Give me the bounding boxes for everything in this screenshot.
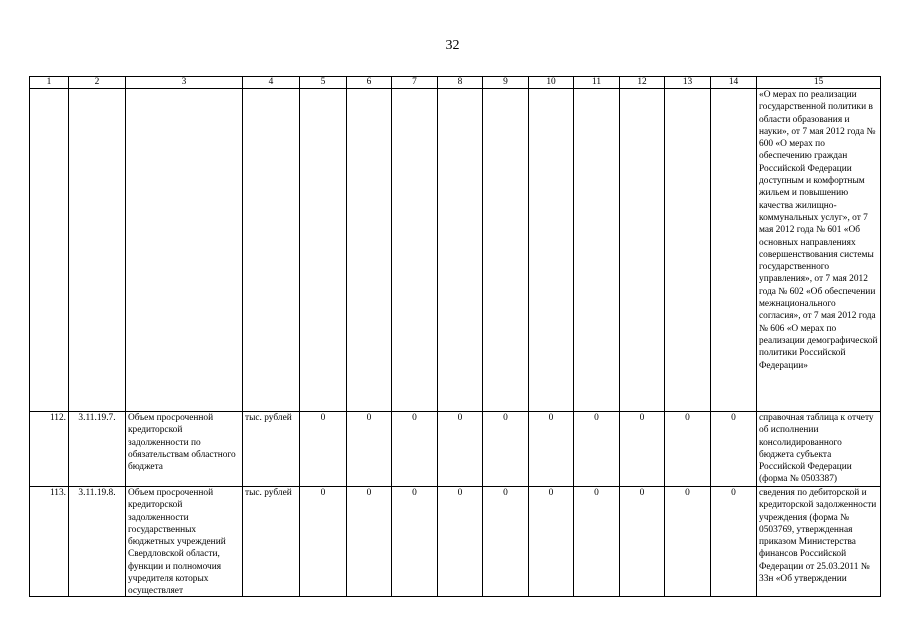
column-header: 8 xyxy=(438,77,483,89)
column-header: 12 xyxy=(620,77,665,89)
table-row xyxy=(30,412,881,487)
indicator-name: Объем просроченной кредиторской задолженности государственных бюджетных учреждений Свердловской области, функции и полномочия учредителя которых осуществляет xyxy=(128,488,226,596)
value-cell: 0 xyxy=(529,487,574,597)
indicators-table xyxy=(29,76,881,597)
value-cell: 0 xyxy=(620,412,665,487)
value-cell: 0 xyxy=(620,487,665,597)
column-header: 2 xyxy=(69,77,126,89)
column-header: 15 xyxy=(757,77,881,89)
column-header: 3 xyxy=(126,77,243,89)
value-cell: 0 xyxy=(574,412,620,487)
page-number: 32 xyxy=(445,38,460,53)
continuation-source-cell: «О мерах по реализации государственной политики в области образования и науки», от 7 мая 2012 года № 600 «О мерах по обеспечению граждан Российской Федерации доступным и комфортным жильем и повышению качества жилищно-коммунальных услуг», от 7 мая 2012 года № 601 «Об основных направлениях совершенствования системы государственного управления», от 7 мая 2012 года № 602 «Об обеспечении межнационального согласия», от 7 мая 2012 года № 606 «О мерах по реализации демографической политики Российской Федерации» xyxy=(757,89,881,412)
value-cell: 0 xyxy=(392,412,438,487)
column-header: 13 xyxy=(665,77,711,89)
continuation-row xyxy=(30,89,881,412)
source-cell: справочная таблица к отчету об исполнении консолидированного бюджета субъекта Российской Федерации (форма № 0503387) xyxy=(757,412,881,487)
unit-cell: тыс. рублей xyxy=(243,487,300,597)
value-cell: 0 xyxy=(711,412,757,487)
value-cell: 0 xyxy=(529,412,574,487)
column-header: 9 xyxy=(483,77,529,89)
column-header: 4 xyxy=(243,77,300,89)
value-cell: 0 xyxy=(347,487,392,597)
indicator-code: 3.11.19.7. xyxy=(69,412,126,487)
unit-cell: тыс. рублей xyxy=(243,412,300,487)
column-header: 11 xyxy=(574,77,620,89)
column-header: 14 xyxy=(711,77,757,89)
indicator-code: 3.11.19.8. xyxy=(69,487,126,597)
column-header: 1 xyxy=(30,77,69,89)
column-header: 7 xyxy=(392,77,438,89)
indicator-name: Объем просроченной кредиторской задолженности по обязательствам областного бюджета xyxy=(126,412,243,487)
column-number-row xyxy=(30,77,881,89)
value-cell: 0 xyxy=(483,487,529,597)
value-cell: 0 xyxy=(438,487,483,597)
value-cell: 0 xyxy=(711,487,757,597)
value-cell: 0 xyxy=(483,412,529,487)
value-cell: 0 xyxy=(438,412,483,487)
value-cell: 0 xyxy=(665,487,711,597)
value-cell: 0 xyxy=(300,412,347,487)
value-cell: 0 xyxy=(347,412,392,487)
value-cell: 0 xyxy=(574,487,620,597)
source-cell: сведения по дебиторской и кредиторской задолженности учреждения (форма № 0503769, утвержденная приказом Министерства финансов Российской Федерации от 25.03.2011 № 33н «Об утверждении xyxy=(759,488,877,585)
table-row xyxy=(30,487,881,597)
row-number: 112. xyxy=(30,412,69,487)
value-cell: 0 xyxy=(392,487,438,597)
column-header: 5 xyxy=(300,77,347,89)
column-header: 6 xyxy=(347,77,392,89)
row-number: 113. xyxy=(30,487,69,597)
column-header: 10 xyxy=(529,77,574,89)
value-cell: 0 xyxy=(665,412,711,487)
value-cell: 0 xyxy=(300,487,347,597)
